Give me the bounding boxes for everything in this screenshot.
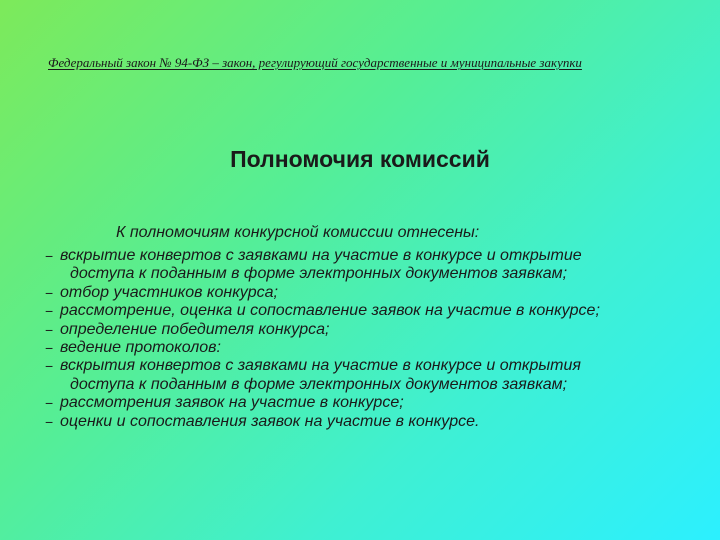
list-item-text: вскрытия конвертов с заявками на участие в конкурсе и открытия <box>60 357 581 375</box>
list-item-text-continued: доступа к поданным в форме электронных документов заявкам; <box>70 375 568 393</box>
list-item-text: оценки и сопоставления заявок на участие в конкурсе. <box>60 412 480 430</box>
list-item-text: вскрытие конвертов с заявками на участие в конкурсе и открытие <box>60 247 582 264</box>
law-header: Федеральный закон № 94-ФЗ – закон, регулирующий государственные и муниципальные закупки <box>48 55 582 70</box>
dash-bullet: − <box>45 358 54 375</box>
list-item-text: рассмотрения заявок на участие в конкурсе; <box>60 394 404 412</box>
dash-bullet: − <box>45 340 54 357</box>
list-item <box>44 357 676 394</box>
dash-bullet: − <box>45 395 54 412</box>
list-item-text: ведение протоколов: <box>60 339 221 357</box>
list-item <box>44 321 676 339</box>
powers-list <box>44 247 676 431</box>
list-item-text: отбор участников конкурса; <box>60 283 278 301</box>
intro-text: К полномочиям конкурсной комиссии отнесены: <box>116 224 480 241</box>
list-item <box>44 413 676 431</box>
list-item-text: рассмотрение, оценка и сопоставление заявок на участие в конкурсе; <box>60 302 600 320</box>
list-item <box>44 302 676 320</box>
dash-bullet: − <box>45 413 54 430</box>
dash-bullet: − <box>45 284 54 301</box>
list-item <box>44 339 676 357</box>
list-item <box>44 284 676 302</box>
dash-bullet: − <box>45 321 54 338</box>
list-item-text: определение победителя конкурса; <box>60 320 330 338</box>
dash-bullet: − <box>45 248 54 264</box>
slide-title: Полномочия комиссий <box>230 146 490 172</box>
dash-bullet: − <box>45 303 54 320</box>
list-item <box>44 247 676 284</box>
list-item <box>44 394 676 412</box>
list-item-text-continued: доступа к поданным в форме электронных документов заявкам; <box>70 265 568 283</box>
